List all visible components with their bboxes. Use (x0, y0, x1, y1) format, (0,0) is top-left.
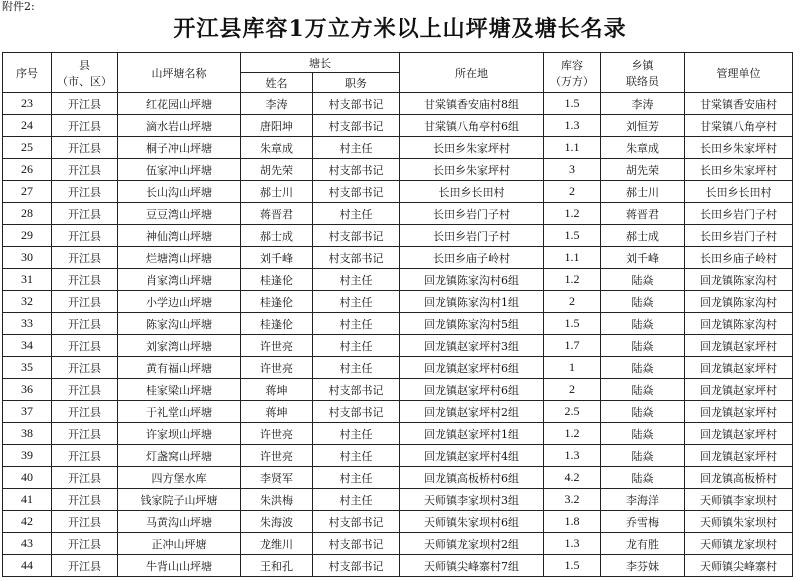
cell-county: 开江县 (52, 335, 118, 357)
cell-seq: 26 (3, 159, 52, 181)
table-row (3, 511, 793, 533)
cell-chief-name: 朱洪梅 (241, 489, 313, 511)
cell-location: 长田乡岩门子村 (400, 203, 544, 225)
cell-chief-role: 村支部书记 (313, 159, 400, 181)
cell-liaison: 乔雪梅 (601, 511, 685, 533)
cell-chief-role: 村主任 (313, 445, 400, 467)
cell-management-unit: 长田乡岩门子村 (685, 203, 793, 225)
cell-chief-role: 村主任 (313, 203, 400, 225)
cell-capacity: 1 (544, 357, 601, 379)
table-row (3, 489, 793, 511)
cell-seq: 27 (3, 181, 52, 203)
cell-pond-name: 烂塘湾山坪塘 (118, 247, 241, 269)
cell-location: 甘棠镇八角亭村6组 (400, 115, 544, 137)
cell-chief-role: 村支部书记 (313, 93, 400, 115)
cell-seq: 34 (3, 335, 52, 357)
cell-seq: 23 (3, 93, 52, 115)
cell-pond-name: 钱家院子山坪塘 (118, 489, 241, 511)
cell-county: 开江县 (52, 467, 118, 489)
table-row (3, 93, 793, 115)
cell-pond-name: 马黄沟山坪塘 (118, 511, 241, 533)
cell-management-unit: 回龙镇赵家坪村 (685, 401, 793, 423)
cell-capacity: 4.2 (544, 467, 601, 489)
cell-location: 回龙镇陈家沟村5组 (400, 313, 544, 335)
cell-location: 甘棠镇香安庙村8组 (400, 93, 544, 115)
header-seq: 序号 (3, 53, 52, 93)
header-capacity (544, 53, 601, 93)
cell-management-unit: 回龙镇赵家坪村 (685, 357, 793, 379)
cell-seq: 32 (3, 291, 52, 313)
cell-capacity: 2 (544, 379, 601, 401)
cell-capacity: 1.3 (544, 533, 601, 555)
cell-pond-name: 四方堡水库 (118, 467, 241, 489)
cell-capacity: 2 (544, 181, 601, 203)
header-county (52, 53, 118, 93)
header-location: 所在地 (400, 53, 544, 93)
cell-location: 天师镇尖峰寨村7组 (400, 555, 544, 577)
cell-seq: 44 (3, 555, 52, 577)
cell-location: 回龙镇高板桥村6组 (400, 467, 544, 489)
cell-chief-role: 村主任 (313, 291, 400, 313)
cell-seq: 43 (3, 533, 52, 555)
cell-chief-name: 蒋坤 (241, 401, 313, 423)
cell-location: 长田乡朱家坪村 (400, 159, 544, 181)
table-row (3, 555, 793, 577)
table-body (3, 93, 793, 577)
cell-seq: 36 (3, 379, 52, 401)
cell-chief-role: 村支部书记 (313, 511, 400, 533)
cell-liaison: 陆焱 (601, 335, 685, 357)
cell-seq: 35 (3, 357, 52, 379)
cell-county: 开江县 (52, 225, 118, 247)
cell-capacity: 2 (544, 291, 601, 313)
table-row (3, 401, 793, 423)
cell-capacity: 1.5 (544, 93, 601, 115)
cell-seq: 24 (3, 115, 52, 137)
cell-county: 开江县 (52, 159, 118, 181)
cell-capacity: 1.3 (544, 115, 601, 137)
cell-county: 开江县 (52, 423, 118, 445)
cell-chief-name: 李涛 (241, 93, 313, 115)
cell-pond-name: 正冲山坪塘 (118, 533, 241, 555)
cell-county: 开江县 (52, 269, 118, 291)
cell-chief-role: 村主任 (313, 313, 400, 335)
cell-management-unit: 天师镇李家坝村 (685, 489, 793, 511)
cell-liaison: 郝士成 (601, 225, 685, 247)
cell-county: 开江县 (52, 137, 118, 159)
cell-liaison: 陆焱 (601, 467, 685, 489)
cell-management-unit: 回龙镇赵家坪村 (685, 423, 793, 445)
cell-chief-role: 村主任 (313, 357, 400, 379)
cell-capacity: 1.2 (544, 423, 601, 445)
cell-pond-name: 陈家沟山坪塘 (118, 313, 241, 335)
cell-management-unit: 回龙镇高板桥村 (685, 467, 793, 489)
cell-liaison: 陆焱 (601, 313, 685, 335)
cell-liaison: 陆焱 (601, 291, 685, 313)
cell-chief-role: 村支部书记 (313, 555, 400, 577)
cell-capacity: 1.5 (544, 225, 601, 247)
cell-seq: 28 (3, 203, 52, 225)
cell-location: 天师镇朱家坝村6组 (400, 511, 544, 533)
cell-chief-name: 刘千峰 (241, 247, 313, 269)
table-row (3, 445, 793, 467)
header-capacity-label: 库容 (561, 58, 583, 72)
cell-chief-role: 村主任 (313, 489, 400, 511)
cell-management-unit: 甘棠镇香安庙村 (685, 93, 793, 115)
cell-pond-name: 红花园山坪塘 (118, 93, 241, 115)
cell-seq: 40 (3, 467, 52, 489)
cell-location: 回龙镇赵家坪村6组 (400, 379, 544, 401)
cell-location: 回龙镇赵家坪村2组 (400, 401, 544, 423)
cell-seq: 39 (3, 445, 52, 467)
table-row (3, 159, 793, 181)
cell-pond-name: 肖家湾山坪塘 (118, 269, 241, 291)
cell-location: 回龙镇赵家坪村4组 (400, 445, 544, 467)
cell-capacity: 3.2 (544, 489, 601, 511)
cell-location: 长田乡长田村 (400, 181, 544, 203)
header-chief-name: 姓名 (241, 73, 313, 93)
cell-pond-name: 刘家湾山坪塘 (118, 335, 241, 357)
cell-liaison: 陆焱 (601, 379, 685, 401)
cell-management-unit: 回龙镇陈家沟村 (685, 269, 793, 291)
cell-capacity: 1.8 (544, 511, 601, 533)
cell-county: 开江县 (52, 533, 118, 555)
cell-chief-role: 村支部书记 (313, 247, 400, 269)
cell-location: 长田乡庙子岭村 (400, 247, 544, 269)
cell-pond-name: 伍家冲山坪塘 (118, 159, 241, 181)
header-name: 山坪塘名称 (118, 53, 241, 93)
cell-location: 回龙镇陈家沟村6组 (400, 269, 544, 291)
page-title: 开江县库容1万立方米以上山坪塘及塘长名录 (173, 16, 627, 42)
cell-chief-name: 蒋晋君 (241, 203, 313, 225)
cell-management-unit: 天师镇朱家坝村 (685, 511, 793, 533)
cell-capacity: 1.2 (544, 269, 601, 291)
cell-liaison: 李芬妹 (601, 555, 685, 577)
cell-county: 开江县 (52, 357, 118, 379)
cell-county: 开江县 (52, 313, 118, 335)
cell-seq: 29 (3, 225, 52, 247)
cell-location: 天师镇李家坝村3组 (400, 489, 544, 511)
cell-liaison: 龙有胜 (601, 533, 685, 555)
cell-pond-name: 桂家梁山坪塘 (118, 379, 241, 401)
cell-seq: 41 (3, 489, 52, 511)
attachment-label: 附件2: (2, 0, 35, 13)
cell-chief-name: 唐阳坤 (241, 115, 313, 137)
table-row (3, 335, 793, 357)
cell-liaison: 陆焱 (601, 357, 685, 379)
header-liaison (601, 53, 685, 93)
cell-chief-name: 许世亮 (241, 423, 313, 445)
cell-seq: 25 (3, 137, 52, 159)
cell-management-unit: 长田乡朱家坪村 (685, 137, 793, 159)
header-liaison-sub: 联络员 (626, 74, 659, 88)
cell-chief-role: 村主任 (313, 467, 400, 489)
cell-pond-name: 牛背山山坪塘 (118, 555, 241, 577)
cell-county: 开江县 (52, 93, 118, 115)
cell-management-unit: 天师镇尖峰寨村 (685, 555, 793, 577)
cell-chief-name: 许世亮 (241, 445, 313, 467)
cell-chief-name: 朱海波 (241, 511, 313, 533)
cell-management-unit: 回龙镇陈家沟村 (685, 313, 793, 335)
table-row (3, 203, 793, 225)
cell-county: 开江县 (52, 203, 118, 225)
cell-management-unit: 回龙镇赵家坪村 (685, 445, 793, 467)
cell-chief-name: 桂逢伦 (241, 269, 313, 291)
cell-pond-name: 豆豆湾山坪塘 (118, 203, 241, 225)
cell-management-unit: 甘棠镇八角亭村 (685, 115, 793, 137)
table-row (3, 269, 793, 291)
cell-chief-name: 蒋坤 (241, 379, 313, 401)
cell-capacity: 1.1 (544, 247, 601, 269)
cell-chief-role: 村支部书记 (313, 225, 400, 247)
cell-location: 长田乡岩门子村 (400, 225, 544, 247)
cell-location: 回龙镇赵家坪村1组 (400, 423, 544, 445)
cell-management-unit: 天师镇龙家坝村 (685, 533, 793, 555)
cell-management-unit: 长田乡岩门子村 (685, 225, 793, 247)
cell-chief-role: 村支部书记 (313, 379, 400, 401)
cell-liaison: 刘千峰 (601, 247, 685, 269)
cell-location: 长田乡朱家坪村 (400, 137, 544, 159)
header-liaison-label: 乡镇 (631, 58, 654, 72)
cell-chief-name: 桂逢伦 (241, 291, 313, 313)
cell-chief-name: 朱章成 (241, 137, 313, 159)
cell-chief-role: 村支部书记 (313, 115, 400, 137)
table-row (3, 423, 793, 445)
table-row (3, 533, 793, 555)
cell-liaison: 郝士川 (601, 181, 685, 203)
cell-county: 开江县 (52, 555, 118, 577)
cell-chief-name: 王和孔 (241, 555, 313, 577)
cell-location: 回龙镇赵家坪村6组 (400, 357, 544, 379)
cell-county: 开江县 (52, 291, 118, 313)
cell-chief-name: 郝士川 (241, 181, 313, 203)
cell-location: 天师镇龙家坝村2组 (400, 533, 544, 555)
cell-location: 回龙镇陈家沟村1组 (400, 291, 544, 313)
cell-location: 回龙镇赵家坪村3组 (400, 335, 544, 357)
cell-county: 开江县 (52, 511, 118, 533)
header-chief: 塘长 (241, 53, 400, 73)
cell-chief-name: 龙维川 (241, 533, 313, 555)
table-row (3, 313, 793, 335)
pond-roster-table (2, 52, 793, 577)
table-row (3, 357, 793, 379)
cell-chief-role: 村主任 (313, 423, 400, 445)
cell-county: 开江县 (52, 115, 118, 137)
cell-capacity: 1.3 (544, 445, 601, 467)
header-capacity-sub: （万方） (550, 74, 594, 88)
cell-chief-role: 村主任 (313, 335, 400, 357)
cell-capacity: 1.5 (544, 313, 601, 335)
header-unit: 管理单位 (685, 53, 793, 93)
cell-county: 开江县 (52, 401, 118, 423)
cell-pond-name: 许家坝山坪塘 (118, 423, 241, 445)
cell-liaison: 蒋晋君 (601, 203, 685, 225)
cell-county: 开江县 (52, 445, 118, 467)
cell-capacity: 1.7 (544, 335, 601, 357)
cell-county: 开江县 (52, 379, 118, 401)
cell-chief-role: 村支部书记 (313, 181, 400, 203)
cell-chief-role: 村主任 (313, 269, 400, 291)
cell-pond-name: 小学边山坪塘 (118, 291, 241, 313)
cell-chief-name: 胡先荣 (241, 159, 313, 181)
table-row (3, 137, 793, 159)
cell-liaison: 刘恒芳 (601, 115, 685, 137)
cell-county: 开江县 (52, 247, 118, 269)
cell-chief-name: 郝士成 (241, 225, 313, 247)
cell-liaison: 陆焱 (601, 401, 685, 423)
cell-seq: 37 (3, 401, 52, 423)
cell-liaison: 陆焱 (601, 423, 685, 445)
cell-management-unit: 回龙镇赵家坪村 (685, 379, 793, 401)
cell-management-unit: 长田乡朱家坪村 (685, 159, 793, 181)
cell-management-unit: 回龙镇赵家坪村 (685, 335, 793, 357)
cell-pond-name: 长山沟山坪塘 (118, 181, 241, 203)
cell-liaison: 李涛 (601, 93, 685, 115)
table-row (3, 225, 793, 247)
header-county-label: 县 (79, 58, 90, 72)
cell-chief-name: 桂逢伦 (241, 313, 313, 335)
cell-county: 开江县 (52, 489, 118, 511)
cell-pond-name: 黄有福山坪塘 (118, 357, 241, 379)
cell-liaison: 陆焱 (601, 445, 685, 467)
cell-pond-name: 于礼堂山坪塘 (118, 401, 241, 423)
cell-pond-name: 神仙湾山坪塘 (118, 225, 241, 247)
cell-liaison: 李海洋 (601, 489, 685, 511)
cell-pond-name: 滴水岩山坪塘 (118, 115, 241, 137)
cell-chief-role: 村主任 (313, 137, 400, 159)
cell-chief-role: 村支部书记 (313, 401, 400, 423)
cell-liaison: 朱章成 (601, 137, 685, 159)
cell-chief-role: 村支部书记 (313, 533, 400, 555)
table-header (3, 53, 793, 93)
cell-liaison: 陆焱 (601, 269, 685, 291)
cell-pond-name: 桐子冲山坪塘 (118, 137, 241, 159)
table-row (3, 247, 793, 269)
table-row (3, 115, 793, 137)
cell-seq: 33 (3, 313, 52, 335)
cell-county: 开江县 (52, 181, 118, 203)
cell-management-unit: 回龙镇陈家沟村 (685, 291, 793, 313)
cell-capacity: 2.5 (544, 401, 601, 423)
cell-capacity: 1.1 (544, 137, 601, 159)
cell-seq: 31 (3, 269, 52, 291)
cell-seq: 30 (3, 247, 52, 269)
table-row (3, 379, 793, 401)
cell-seq: 42 (3, 511, 52, 533)
cell-liaison: 胡先荣 (601, 159, 685, 181)
cell-seq: 38 (3, 423, 52, 445)
header-county-sub: （市、区） (57, 74, 112, 88)
cell-pond-name: 灯盏窝山坪塘 (118, 445, 241, 467)
cell-capacity: 1.5 (544, 555, 601, 577)
cell-chief-name: 许世亮 (241, 357, 313, 379)
table-row (3, 181, 793, 203)
table-row (3, 291, 793, 313)
cell-capacity: 3 (544, 159, 601, 181)
cell-management-unit: 长田乡长田村 (685, 181, 793, 203)
header-chief-role: 职务 (313, 73, 400, 93)
table-row (3, 467, 793, 489)
cell-chief-name: 李贤军 (241, 467, 313, 489)
cell-chief-name: 许世亮 (241, 335, 313, 357)
cell-management-unit: 长田乡庙子岭村 (685, 247, 793, 269)
cell-capacity: 1.2 (544, 203, 601, 225)
